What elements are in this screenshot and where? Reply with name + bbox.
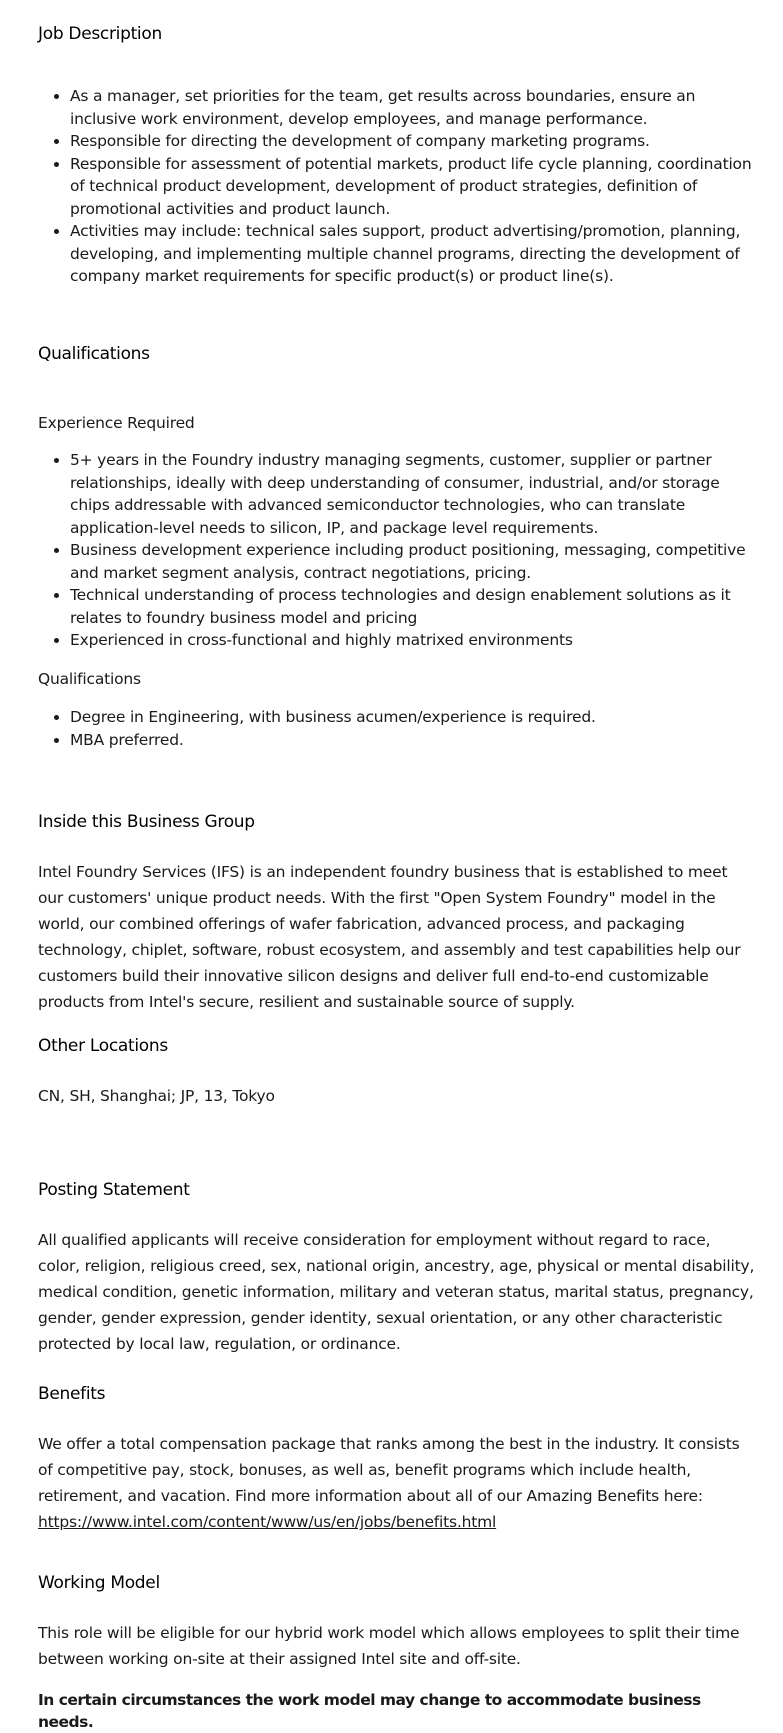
list-item: • Technical understanding of process technologies and design enablement solutions as it relates to foundry business model and pricing — [70, 584, 755, 629]
working-model-heading: Working Model — [38, 1573, 160, 1593]
list-item: • Experienced in cross-functional and highly matrixed environments — [70, 629, 755, 652]
qualifications-label: Qualifications — [38, 670, 141, 688]
benefits-text — [38, 1431, 755, 1535]
business-group-heading: Inside this Business Group — [38, 812, 255, 832]
benefits-heading: Benefits — [38, 1384, 106, 1404]
list-item: • MBA preferred. — [70, 729, 755, 752]
working-model-note: In certain circumstances the work model may change to accommodate business needs. — [38, 1691, 701, 1731]
other-locations-text: CN, SH, Shanghai; JP, 13, Tokyo — [38, 1087, 275, 1105]
business-group-text: Intel Foundry Services (IFS) is an independent foundry business that is established to meet our customers' unique product needs. With the first "Open System Foundry" model in the world, our combined offerings of wafer fabrication, advanced process, and packaging technology, chiplet, software, robust ecosystem, and assembly and test capabilities help our customers build their innovative silicon designs and deliver full end-to-end customizable products from Intel's secure, resilient and sustainable source of supply. — [38, 863, 741, 1011]
list-item: • Responsible for directing the development of company marketing programs. — [70, 130, 755, 153]
list-item: • Responsible for assessment of potential markets, product life cycle planning, coordination of technical product development, development of product strategies, definition of promotional activities and product launch. — [70, 153, 755, 221]
posting-statement-heading: Posting Statement — [38, 1180, 190, 1200]
qualifications-list — [38, 706, 755, 751]
benefits-description: We offer a total compensation package that ranks among the best in the industry. It consists of competitive pay, stock, bonuses, as well as, benefit programs which include health, retirement, and vacation. Find more information about all of our Amazing Benefits here: — [38, 1435, 740, 1505]
job-description-heading: Job Description — [38, 24, 162, 44]
list-item: • 5+ years in the Foundry industry managing segments, customer, supplier or partner relationships, ideally with deep understanding of consumer, industrial, and/or storage chips addressable with advanced semiconductor technologies, who can translate application-level needs to silicon, IP, and package level requirements. — [70, 449, 755, 539]
list-item: • As a manager, set priorities for the team, get results across boundaries, ensure an inclusive work environment, develop employees, and manage performance. — [70, 85, 755, 130]
qualifications-heading: Qualifications — [38, 344, 150, 364]
experience-required-label: Experience Required — [38, 414, 195, 432]
job-description-list — [38, 85, 755, 288]
benefits-link[interactable]: https://www.intel.com/content/www/us/en/jobs/benefits.html — [38, 1513, 497, 1531]
experience-list — [38, 449, 755, 652]
other-locations-heading: Other Locations — [38, 1036, 168, 1056]
list-item: • Activities may include: technical sales support, product advertising/promotion, planning, developing, and implementing multiple channel programs, directing the development of company market requirements for specific product(s) or product line(s). — [70, 220, 755, 288]
working-model-text: This role will be eligible for our hybrid work model which allows employees to split their time between working on-site at their assigned Intel site and off-site. — [38, 1624, 740, 1668]
posting-statement-text: All qualified applicants will receive consideration for employment without regard to race, color, religion, religious creed, sex, national origin, ancestry, age, physical or mental disability, medical condition, genetic information, military and veteran status, marital status, pregnancy, gender, gender expression, gender identity, sexual orientation, or any other characteristic protected by local law, regulation, or ordinance. — [38, 1231, 755, 1353]
list-item: • Business development experience including product positioning, messaging, competitive and market segment analysis, contract negotiations, pricing. — [70, 539, 755, 584]
list-item: • Degree in Engineering, with business acumen/experience is required. — [70, 706, 755, 729]
